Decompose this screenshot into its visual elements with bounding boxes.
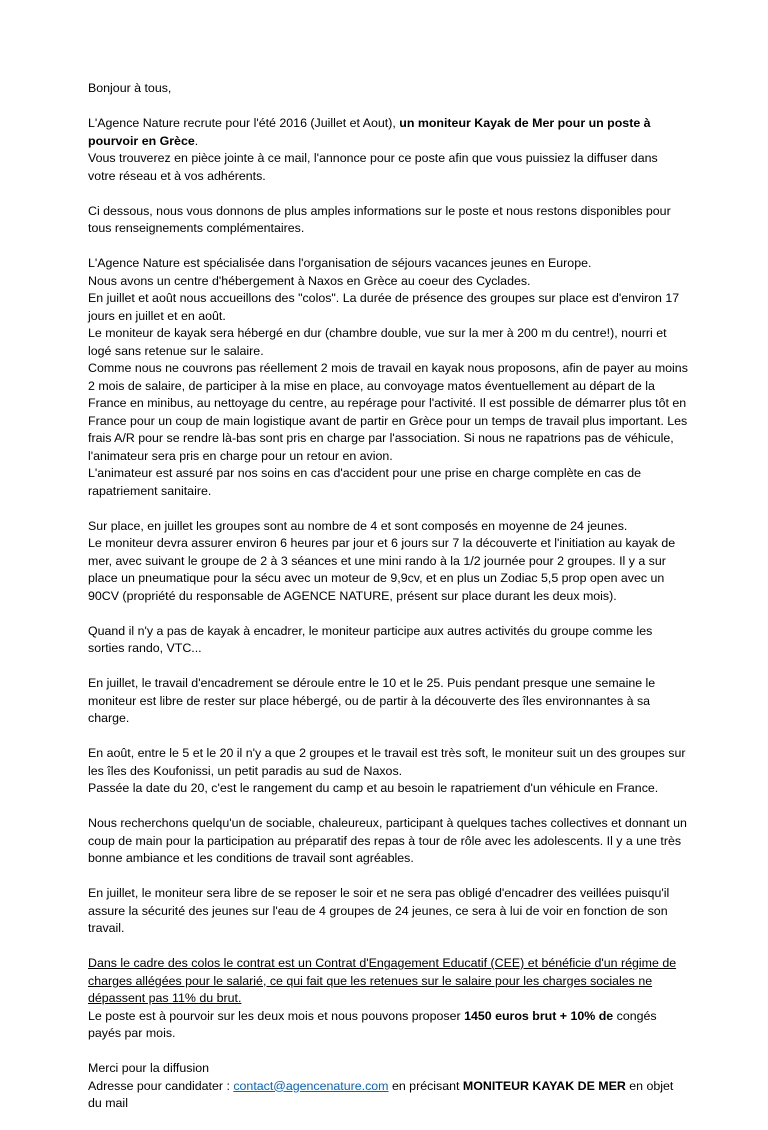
august-line: En août, entre le 5 et le 20 il n'y a que 2 groupes et le travail est très soft, le moniteur suit un des groupes sur les îles des Koufonissi, un petit paradis au sud de Naxos. bbox=[88, 746, 686, 778]
intro-text: L'Agence Nature recrute pour l'été 2016 (Juillet et Aout), bbox=[88, 116, 400, 130]
thanks-text: Merci pour la diffusion bbox=[88, 1061, 209, 1075]
agency-paragraph bbox=[88, 255, 688, 500]
salary-amount: 1450 euros brut + 10% de bbox=[464, 1008, 614, 1023]
email-body bbox=[88, 80, 688, 1130]
intro-paragraph bbox=[88, 115, 688, 185]
august-paragraph bbox=[88, 745, 688, 798]
greeting: Bonjour à tous, bbox=[88, 81, 172, 95]
closing-paragraph bbox=[88, 1060, 688, 1113]
agency-line: Le moniteur de kayak sera hébergé en dur (chambre double, vue sur la mer à 200 m du centre!), nourri et logé sans retenue sur le salaire. bbox=[88, 326, 667, 358]
july-paragraph: En juillet, le travail d'encadrement se déroule entre le 10 et le 25. Puis pendant presque une semaine le moniteur est libre de rester sur place hébergé, ou de partir à la découverte des îles environnantes à sa charge. bbox=[88, 676, 656, 725]
agency-line: L'Agence Nature est spécialisée dans l'organisation de séjours vacances jeunes en Europe. bbox=[88, 256, 592, 270]
email-link[interactable]: contact@agencenature.com bbox=[233, 1078, 389, 1093]
contract-paragraph bbox=[88, 955, 688, 1043]
apply-subject: MONITEUR KAYAK DE MER bbox=[462, 1078, 626, 1093]
august-line: Passée la date du 20, c'est le rangement du camp et au besoin le rapatriement d'un véhicule en France. bbox=[88, 781, 659, 795]
salary-text-end: congés payés par mois. bbox=[88, 1008, 657, 1040]
agency-line: Nous avons un centre d'hébergement à Naxos en Grèce au coeur des Cyclades. bbox=[88, 273, 531, 288]
apply-end: en objet du mail bbox=[88, 1078, 674, 1110]
contract-text: Dans le cadre des colos le contrat est un Contrat d'Engagement Educatif (CEE) et bénéficie d'un régime de charges allégées pour le salarié, ce qui fait que les retenues sur le salaire pour les charges sociales ne dépassent pas 11% du brut. bbox=[88, 956, 677, 1005]
agency-line: L'animateur est assuré par nos soins en cas d'accident pour une prise en charge complète en cas de rapatriement sanitaire. bbox=[88, 466, 641, 498]
apply-prefix: Adresse pour candidater : bbox=[88, 1078, 234, 1093]
info-paragraph: Ci dessous, nous vous donnons de plus amples informations sur le poste et nous restons disponibles pour tous renseignements complémentaires. bbox=[88, 203, 671, 235]
salary-text: Le poste est à pourvoir sur les deux mois et nous pouvons proposer bbox=[88, 1008, 465, 1023]
groups-line: Le moniteur devra assurer environ 6 heures par jour et 6 jours sur 7 la découverte et l'initiation au kayak de mer, avec suivant le groupe de 2 à 3 séances et une mini rando à la 1/2 journée pour 2 groupes. Il y a sur place un pneumatique pour la sécu avec un moteur de 9,9cv, et en plus un Zodiac 5,5 prop open avec un 90CV (propriété du responsable de AGENCE NATURE, présent sur place durant les deux mois). bbox=[88, 536, 676, 603]
other-activities-paragraph: Quand il n'y a pas de kayak à encadrer, le moniteur participe aux autres activités du groupe comme les sorties rando, VTC... bbox=[88, 623, 653, 655]
agency-line: En juillet et août nous accueillons des "colos". La durée de présence des groupes sur place est d'environ 17 jours en juillet et en août. bbox=[88, 291, 680, 323]
evening-paragraph: En juillet, le moniteur sera libre de se reposer le soir et ne sera pas obligé d'encadrer des veillées puisqu'il assure la sécurité des jeunes sur l'eau de 4 groupes de 24 jeunes, ce sera à lui de voir en fonction de son travail. bbox=[88, 886, 670, 935]
intro-job-title: un moniteur Kayak de Mer pour un poste à pourvoir en Grèce bbox=[88, 116, 651, 148]
intro-period: . bbox=[194, 133, 199, 148]
groups-line: Sur place, en juillet les groupes sont au nombre de 4 et sont composés en moyenne de 24 jeunes. bbox=[88, 518, 628, 533]
groups-paragraph bbox=[88, 518, 688, 606]
agency-line: Comme nous ne couvrons pas réellement 2 mois de travail en kayak nous proposons, afin de payer au moins 2 mois de salaire, de participer à la mise en place, au convoyage matos éventuellement au départ de la France en minibus, au nettoyage du centre, au repérage pour l'activité. Il est possible de démarrer plus tôt en France pour un coup de main logistique avant de partir en Grèce pour un temps de travail plus important. Les frais A/R pour se rendre là-bas sont pris en charge par l'association. Si nous ne rapatrions pas de véhicule, l'animateur sera pris en charge pour un retour en avion. bbox=[88, 361, 688, 463]
profile-paragraph: Nous recherchons quelqu'un de sociable, chaleureux, participant à quelques taches collectives et donnant un coup de main pour la participation au préparatif des repas à tour de rôle avec les adolescents. Il y a une très bonne ambiance et les conditions de travail sont agréables. bbox=[88, 816, 687, 865]
apply-mid: en précisant bbox=[388, 1078, 463, 1093]
intro-attachment-text: Vous trouverez en pièce jointe à ce mail, l'annonce pour ce poste afin que vous puissiez la diffuser dans votre réseau et à vos adhérents. bbox=[88, 151, 658, 183]
